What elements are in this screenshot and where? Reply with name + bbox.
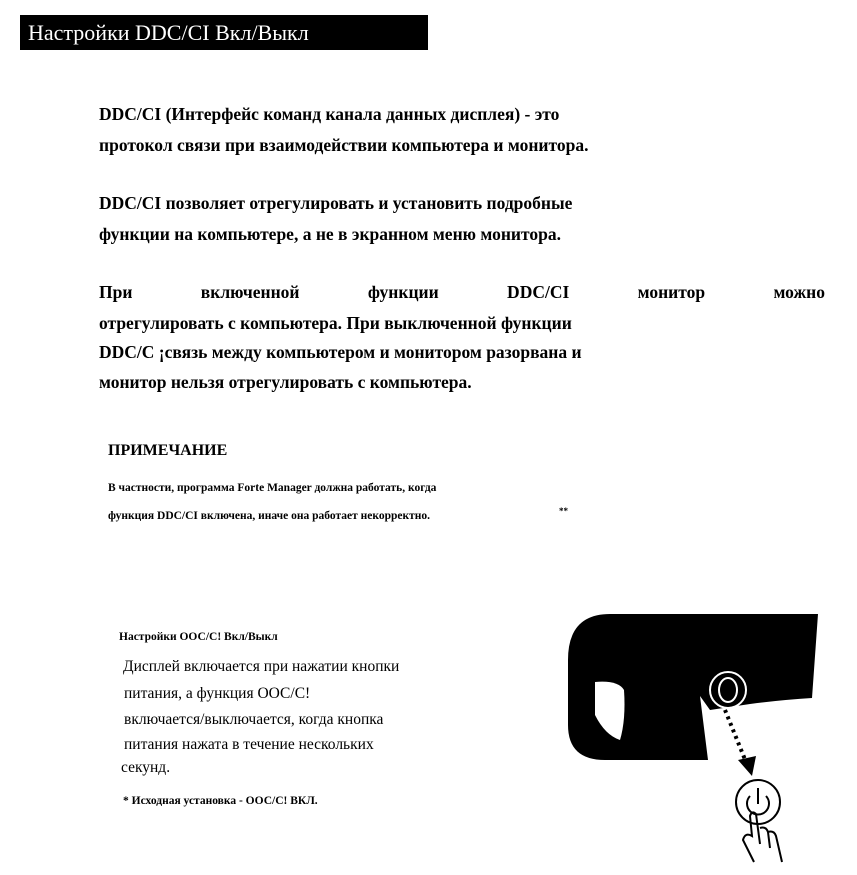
- paragraph-line: DDC/CI (Интерфейс команд канала данных дисплея) - это: [99, 104, 560, 124]
- arrow-head-icon: [738, 756, 756, 776]
- hand-pointer-icon: [743, 812, 782, 862]
- paragraph-line: функции на компьютере, а не в экранном меню монитора.: [99, 224, 561, 244]
- paragraph-line: DDC/CI позволяет отрегулировать и установить подробные: [99, 193, 573, 213]
- note-mark: **: [559, 506, 568, 516]
- paragraph-line: протокол связи при взаимодействии компьютера и монитора.: [99, 135, 589, 155]
- osd-line: питания, а функция ООС/С!: [124, 685, 311, 702]
- power-icon: [736, 780, 780, 824]
- osd-footnote: * Исходная установка - ООС/С! ВКЛ.: [123, 795, 318, 807]
- paragraph-line: При включенной функции DDC/CI монитор можно: [99, 282, 825, 302]
- note-heading: ПРИМЕЧАНИЕ: [108, 442, 228, 459]
- osd-heading: Настройки ООС/С! Вкл/Выкл: [119, 631, 278, 643]
- osd-line: питания нажата в течение нескольких: [124, 736, 374, 753]
- paragraph-line: DDC/C ¡связь между компьютером и монитором разорвана и: [99, 342, 582, 362]
- note-line: В частности, программа Forte Manager должна работать, когда: [108, 482, 437, 494]
- osd-line: секунд.: [121, 759, 171, 776]
- osd-line: Дисплей включается при нажатии кнопки: [123, 658, 400, 675]
- section-title-bar: [20, 15, 428, 50]
- note-line: функция DDC/CI включена, иначе она работает некорректно.: [108, 510, 431, 522]
- dotted-arrow: [725, 710, 746, 762]
- paragraph-line: отрегулировать с компьютера. При выключенной функции: [99, 313, 572, 333]
- monitor-power-button-illustration: [560, 600, 840, 870]
- paragraph-line: монитор нельзя отрегулировать с компьютера.: [99, 372, 472, 392]
- osd-line: включается/выключается, когда кнопка: [124, 711, 384, 728]
- section-title: Настройки DDC/CI Вкл/Выкл: [28, 20, 309, 45]
